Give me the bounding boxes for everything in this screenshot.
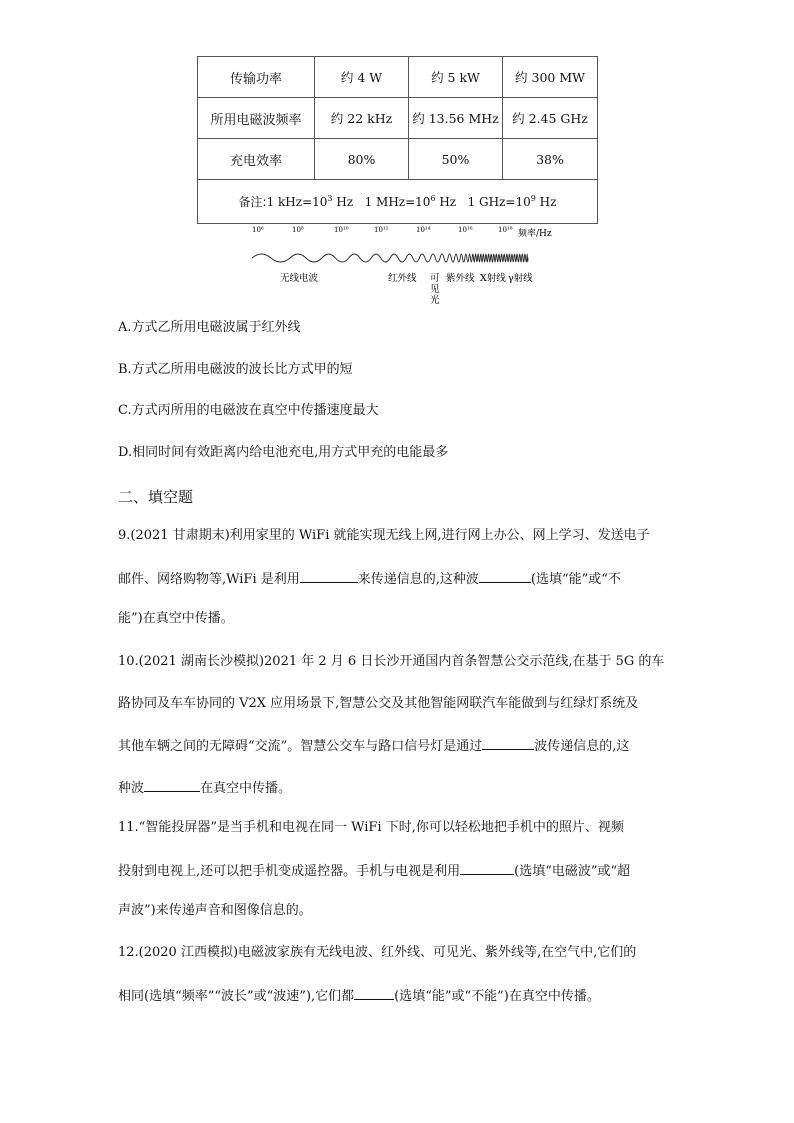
answer-blank[interactable] — [144, 777, 200, 792]
option-d: D.相同时间有效距离内给电池充电,用方式甲充的电能最多 — [118, 445, 449, 460]
answer-blank[interactable] — [460, 860, 514, 875]
answer-blank[interactable] — [354, 985, 394, 1000]
band-label-xray: X射线 — [480, 273, 506, 284]
q9-text: 邮件、网络购物等,WiFi 是利用 — [118, 572, 300, 587]
q11-line-3: 声波”)来传递声音和图像信息的。 — [118, 903, 312, 918]
table-note-row — [198, 180, 598, 224]
freq-label: 10¹⁰ — [334, 226, 349, 234]
q9-line-2 — [118, 568, 621, 590]
q10-line-2: 路协同及车车协同的 V2X 应用场景下,智慧公交及其他智能网联汽车能做到与红绿灯系统及 — [118, 696, 639, 711]
q9-line-3: 能”)在真空中传播。 — [118, 611, 234, 626]
cell-method-b: 约 5 kW — [409, 57, 503, 98]
cell-method-a: 80% — [315, 139, 409, 180]
row-label: 传输功率 — [198, 57, 315, 98]
q10-line-1: 10.(2021 湖南长沙模拟)2021 年 2 月 6 日长沙开通国内首条智慧公交示范线,在基于 5G 的车 — [118, 654, 665, 669]
q11-line-2 — [118, 860, 630, 882]
cell-method-b: 50% — [409, 139, 503, 180]
band-label-radio: 无线电波 — [280, 273, 319, 284]
table-row — [198, 98, 598, 139]
cell-method-a: 约 22 kHz — [315, 98, 409, 139]
freq-label: 10¹⁶ — [458, 226, 473, 234]
table-note — [198, 180, 598, 224]
note-khz-exp: 3 — [327, 194, 333, 203]
note-ghz: 1 GHz=10 — [467, 195, 531, 209]
wave-curve — [252, 254, 528, 262]
visible-label-char: 见 — [430, 284, 440, 295]
cell-method-b: 约 13.56 MHz — [409, 98, 503, 139]
q11-text: (选填“电磁波”或“超 — [514, 864, 631, 879]
cell-method-c: 38% — [503, 139, 598, 180]
section-title: 二、填空题 — [118, 488, 194, 506]
option-b: B.方式乙所用电磁波的波长比方式甲的短 — [118, 362, 353, 377]
q12-text: (选填“能”或“不能”)在真空中传播。 — [394, 989, 600, 1004]
visible-label-char: 可 — [430, 273, 440, 284]
freq-label: 10¹⁴ — [416, 226, 431, 234]
q9-text: (选填“能”或“不 — [530, 572, 621, 587]
note-khz: 1 kHz=10 — [266, 195, 328, 209]
option-c: C.方式丙所用的电磁波在真空中传播速度最大 — [118, 403, 379, 418]
band-label-infrared: 红外线 — [388, 273, 417, 284]
table-row — [198, 57, 598, 98]
row-label: 所用电磁波频率 — [198, 98, 315, 139]
freq-label: 10⁸ — [292, 226, 304, 234]
cell-method-c: 约 300 MW — [503, 57, 598, 98]
table-row — [198, 139, 598, 180]
answer-blank[interactable] — [300, 568, 358, 583]
note-khz-unit: Hz — [332, 195, 354, 209]
option-a: A.方式乙所用电磁波属于红外线 — [118, 320, 301, 335]
cell-method-a: 约 4 W — [315, 57, 409, 98]
q12-line-2 — [118, 985, 600, 1007]
visible-label-char: 光 — [430, 295, 440, 306]
freq-label: 10¹² — [374, 226, 389, 234]
q11-text: 投射到电视上,还可以把手机变成遥控器。手机与电视是利用 — [118, 864, 461, 879]
freq-label: 10¹⁸ — [498, 226, 513, 234]
q12-text: 相同(选填“频率”“波长”或“波速”),它们都 — [118, 989, 355, 1004]
note-ghz-unit: Hz — [535, 195, 557, 209]
q11-line-1: 11.“智能投屏器”是当手机和电视在同一 WiFi 下时,你可以轻松地把手机中的照片、视频 — [118, 820, 624, 835]
note-prefix: 备注: — [238, 195, 267, 209]
q10-text: 种波 — [118, 781, 145, 796]
q10-line-4 — [118, 777, 291, 799]
freq-label: 10⁶ — [252, 226, 264, 234]
charging-comparison-table — [197, 56, 598, 224]
q10-text: 在真空中传播。 — [200, 781, 292, 796]
answer-blank[interactable] — [482, 735, 534, 750]
row-label: 充电效率 — [198, 139, 315, 180]
q10-line-3 — [118, 735, 629, 757]
answer-blank[interactable] — [479, 568, 531, 583]
q9-text: 来传递信息的,这种波 — [357, 572, 479, 587]
freq-unit-label: 频率/Hz — [518, 229, 552, 239]
q10-text: 其他车辆之间的无障碍“交流”。智慧公交车与路口信号灯是通过 — [118, 739, 483, 754]
note-mhz: 1 MHz=10 — [364, 195, 431, 209]
note-ghz-exp: 9 — [530, 194, 536, 203]
note-mhz-exp: 6 — [430, 194, 436, 203]
em-spectrum-diagram — [240, 222, 560, 308]
band-label-ultraviolet: 紫外线 — [446, 273, 475, 284]
q12-line-1: 12.(2020 江西模拟)电磁波家族有无线电波、红外线、可见光、紫外线等,在空气中,它们的 — [118, 945, 637, 960]
band-label-gamma: γ射线 — [508, 273, 533, 284]
q9-line-1: 9.(2021 甘肃期末)利用家里的 WiFi 就能实现无线上网,进行网上办公、网上学习、发送电子 — [118, 528, 650, 543]
note-mhz-unit: Hz — [435, 195, 457, 209]
q10-text: 波传递信息的,这 — [534, 739, 630, 754]
cell-method-c: 约 2.45 GHz — [503, 98, 598, 139]
